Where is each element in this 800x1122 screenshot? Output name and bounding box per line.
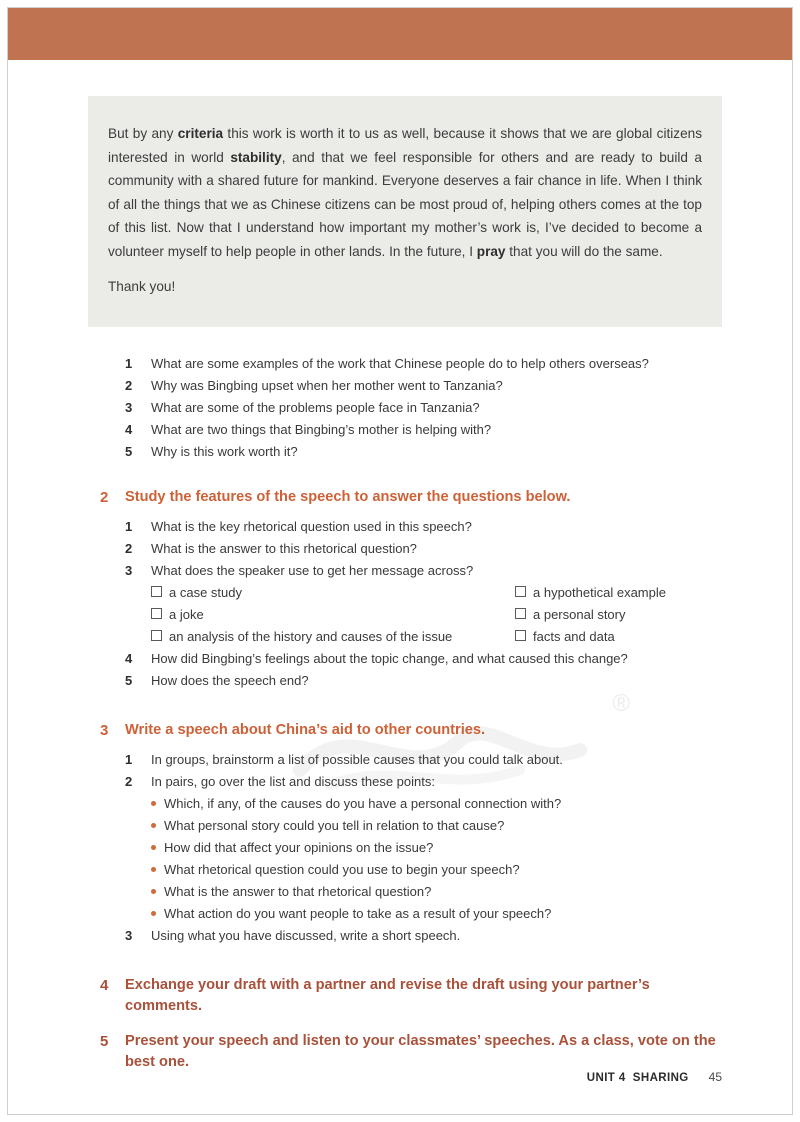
activity-title: Present your speech and listen to your classmates’ speeches. As a class, vote on the best one. [125, 1032, 716, 1070]
activity-2-section [88, 487, 722, 692]
question-text: How does the speech end? [151, 672, 309, 688]
question-number: 4 [125, 421, 133, 437]
step-row [125, 771, 722, 793]
question-row [125, 353, 722, 375]
question-number: 5 [125, 443, 133, 459]
checkbox-label: a hypothetical example [533, 584, 666, 600]
checkbox-icon [515, 586, 526, 597]
discussion-point [151, 793, 722, 815]
question-row [125, 441, 722, 463]
speech-paragraph [108, 122, 702, 263]
discussion-point [151, 903, 722, 925]
question-row [125, 516, 722, 538]
speech-segment: But by any [108, 126, 178, 141]
discussion-point-text: What personal story could you tell in relation to that cause? [164, 817, 505, 833]
discussion-point [151, 881, 722, 903]
checkbox-icon [151, 630, 162, 641]
question-text: What are two things that Bingbing’s mother is helping with? [151, 421, 492, 437]
discussion-point-text: What rhetorical question could you use to begin your speech? [164, 861, 520, 877]
discussion-point [151, 815, 722, 837]
bullet-icon [151, 911, 156, 916]
registered-trademark-icon: ® [612, 690, 630, 717]
activity-number: 2 [100, 488, 109, 506]
activity3-step-list [88, 749, 722, 947]
checkbox-option [515, 604, 626, 626]
speech-segment: that you will do the same. [505, 243, 663, 259]
question-number: 1 [125, 518, 133, 534]
question-row [125, 375, 722, 397]
step-number: 1 [125, 751, 133, 767]
checkbox-label: facts and data [533, 628, 615, 644]
activity-heading [100, 975, 722, 1017]
page-footer [587, 1070, 722, 1084]
activity-5-section [88, 1031, 722, 1073]
bullet-icon [151, 867, 156, 872]
activity-title: Study the features of the speech to answer the questions below. [125, 488, 571, 505]
question-text: Why is this work worth it? [151, 443, 298, 459]
step-text: Using what you have discussed, write a short speech. [151, 927, 461, 943]
activity2-question-list [88, 516, 722, 692]
question-number: 2 [125, 377, 133, 393]
activity-heading [100, 1031, 722, 1073]
question-number: 2 [125, 540, 133, 556]
checkbox-label: a joke [169, 606, 204, 622]
checkbox-options-row [151, 626, 722, 648]
step-number: 3 [125, 927, 133, 943]
checkbox-label: a personal story [533, 606, 626, 622]
checkbox-option [515, 582, 666, 604]
checkbox-label: a case study [169, 584, 242, 600]
page-content [88, 0, 722, 1073]
activity-heading [100, 720, 722, 741]
discussion-point [151, 859, 722, 881]
activity-title: Exchange your draft with a partner and revise the draft using your partner’s comments. [125, 976, 650, 1014]
question-row [125, 397, 722, 419]
discussion-point-text: What is the answer to that rhetorical question? [164, 883, 432, 899]
question-text: What is the answer to this rhetorical question? [151, 540, 417, 556]
bullet-icon [151, 845, 156, 850]
checkbox-icon [151, 586, 162, 597]
step-text: In pairs, go over the list and discuss these points: [151, 773, 435, 789]
step-row [125, 749, 722, 771]
step-row [125, 925, 722, 947]
question-number: 3 [125, 399, 133, 415]
checkbox-option [151, 582, 515, 604]
activity-4-section [88, 975, 722, 1017]
checkbox-icon [515, 608, 526, 619]
activity-number: 5 [100, 1032, 109, 1050]
speech-segment: , and that we feel responsible for others and are ready to build a community with a shared future for mankind. Everyone deserves a fair chance in life. When I think of all the things that we as Chinese citizens can be most proud of, helping others comes at the top of this list. Now that I understand how important my mother’s work is, I’ve decided to become a volunteer myself to help people in other lands. In the future, I [108, 149, 702, 259]
step-text: In groups, brainstorm a list of possible causes that you could talk about. [151, 751, 563, 767]
activity1-question-list [88, 353, 722, 463]
question-number: 3 [125, 562, 133, 578]
checkbox-option [515, 626, 615, 648]
bullet-icon [151, 889, 156, 894]
activity-number: 4 [100, 976, 109, 994]
question-text: How did Bingbing’s feelings about the topic change, and what caused this change? [151, 650, 628, 666]
bullet-icon [151, 823, 156, 828]
checkbox-option [151, 626, 515, 648]
checkbox-icon [151, 608, 162, 619]
question-text: Why was Bingbing upset when her mother went to Tanzania? [151, 377, 503, 393]
discussion-point-text: Which, if any, of the causes do you have a personal connection with? [164, 795, 562, 811]
vocab-word-criteria: criteria [177, 126, 224, 141]
speech-excerpt-box [88, 96, 722, 327]
question-text: What are some examples of the work that Chinese people do to help others overseas? [151, 355, 649, 371]
checkbox-options-row [151, 604, 722, 626]
question-number: 4 [125, 650, 133, 666]
question-row [125, 670, 722, 692]
bullet-icon [151, 801, 156, 806]
discussion-point-text: What action do you want people to take as a result of your speech? [164, 905, 552, 921]
question-row [125, 419, 722, 441]
unit-label: UNIT 4 SHARING [586, 1072, 689, 1084]
vocab-word-pray: pray [476, 243, 506, 259]
question-row [125, 648, 722, 670]
activity-heading [100, 487, 722, 508]
question-row [125, 560, 722, 582]
checkbox-option [151, 604, 515, 626]
checkbox-label: an analysis of the history and causes of the issue [169, 628, 453, 644]
checkbox-icon [515, 630, 526, 641]
question-row [125, 538, 722, 560]
vocab-word-stability: stability [230, 149, 282, 165]
question-text: What does the speaker use to get her message across? [151, 562, 474, 578]
speech-closing: Thank you! [108, 279, 176, 294]
activity-number: 3 [100, 721, 109, 739]
question-number: 5 [125, 672, 133, 688]
page-number: 45 [708, 1070, 722, 1084]
step-number: 2 [125, 773, 133, 789]
activity-3-section [88, 720, 722, 947]
speech-segment: this work is worth it to us as well, because it shows that we are global citizens interested in world [108, 126, 702, 165]
question-text: What is the key rhetorical question used in this speech? [151, 518, 472, 534]
discussion-point [151, 837, 722, 859]
discussion-point-text: How did that affect your opinions on the issue? [164, 839, 434, 855]
question-number: 1 [125, 355, 133, 371]
question-text: What are some of the problems people face in Tanzania? [151, 399, 480, 415]
activity-title: Write a speech about China’s aid to other countries. [125, 721, 486, 738]
checkbox-options-row [151, 582, 722, 604]
